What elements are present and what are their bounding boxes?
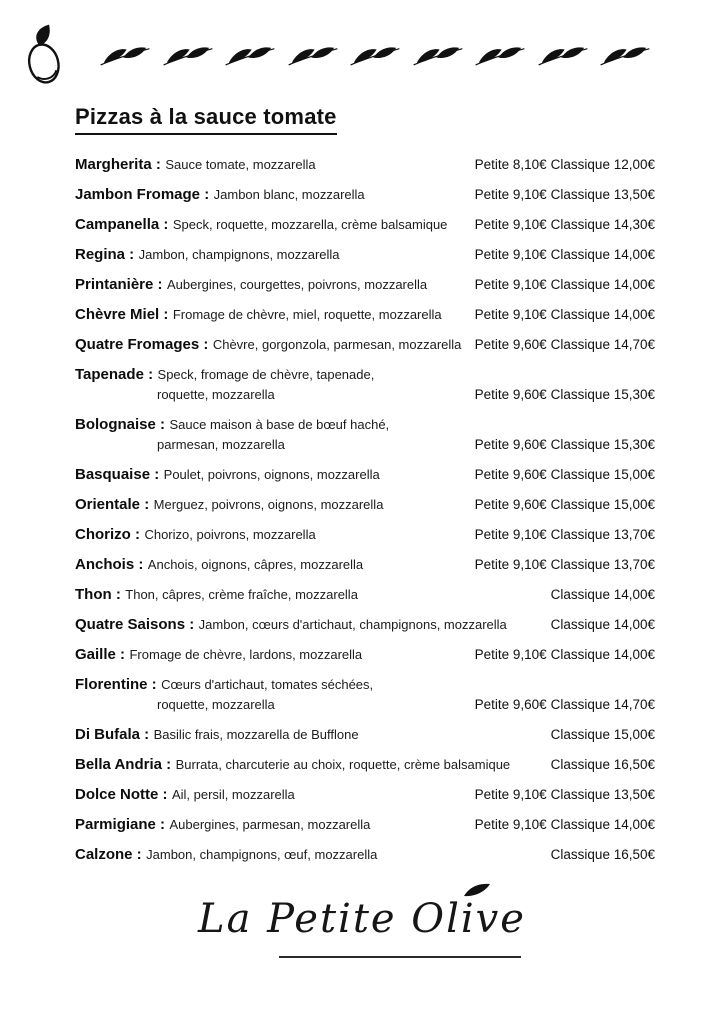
menu-item-row (75, 525, 655, 545)
menu-item-name: Orientale : (75, 496, 150, 513)
menu-item-name: Margherita : (75, 156, 161, 173)
price-petite: Petite 9,10€ (474, 557, 547, 572)
menu-item-text (75, 215, 475, 235)
menu-item-row (75, 185, 655, 205)
price-classique: Classique 15,30€ (550, 437, 655, 452)
menu-item-line1 (75, 815, 465, 835)
menu-item-description: Jambon, champignons, mozzarella (138, 247, 340, 262)
price-petite: Petite 9,60€ (474, 387, 547, 402)
menu-item-text (75, 785, 475, 805)
menu-item-description: Ail, persil, mozzarella (171, 787, 295, 802)
menu-item-price (475, 275, 655, 295)
menu-item-text (75, 725, 551, 745)
menu-item-name: Regina : (75, 246, 135, 263)
price-classique: Classique 14,70€ (550, 697, 655, 712)
olive-leaf-sprig-icon (349, 43, 401, 69)
menu-item-description: Jambon blanc, mozzarella (213, 187, 365, 202)
menu-item-price (475, 695, 655, 715)
price-classique: Classique 15,00€ (550, 497, 655, 512)
menu-list (75, 155, 655, 865)
menu-item-line1 (75, 615, 541, 635)
price-petite: Petite 9,10€ (474, 787, 547, 802)
menu-item-name: Jambon Fromage : (75, 186, 210, 203)
menu-item-name: Dolce Notte : (75, 786, 168, 803)
price-classique: Classique 14,00€ (550, 277, 655, 292)
menu-item-line1 (75, 275, 465, 295)
menu-item-text (75, 465, 475, 485)
menu-item-text (75, 415, 475, 455)
menu-item-row (75, 755, 655, 775)
menu-item-line1 (75, 755, 541, 775)
menu-item-line1 (75, 215, 465, 235)
menu-item-price (475, 435, 655, 455)
price-classique: Classique 14,30€ (550, 217, 655, 232)
brand-name: La Petite Olive (198, 896, 526, 942)
menu-item-text (75, 585, 551, 605)
brand-logo (198, 896, 526, 942)
menu-item-description: Basilic frais, mozzarella de Bufflone (153, 727, 359, 742)
menu-item-text (75, 815, 475, 835)
menu-item-row (75, 245, 655, 265)
menu-item-description-line2: parmesan, mozzarella (157, 437, 285, 452)
price-petite: Petite 9,10€ (474, 217, 547, 232)
menu-item-description-line2: roquette, mozzarella (157, 387, 275, 402)
price-petite: Petite 9,10€ (474, 527, 547, 542)
olive-leaf-icon (462, 882, 492, 898)
menu-item-row (75, 725, 655, 745)
price-petite: Petite 9,10€ (474, 247, 547, 262)
menu-item-name: Anchois : (75, 556, 144, 573)
menu-item-price (475, 155, 655, 175)
menu-item-line1 (75, 365, 465, 385)
menu-item-row (75, 305, 655, 325)
menu-item-row (75, 335, 655, 355)
menu-item-row (75, 785, 655, 805)
menu-item-description: Anchois, oignons, câpres, mozzarella (147, 557, 364, 572)
menu-item-price (475, 645, 655, 665)
price-classique: Classique 14,00€ (550, 617, 655, 632)
price-classique: Classique 12,00€ (550, 157, 655, 172)
menu-item-text (75, 645, 475, 665)
menu-item-description: Cœurs d'artichaut, tomates séchées, (161, 677, 374, 692)
price-petite: Petite 8,10€ (474, 157, 547, 172)
menu-item-row (75, 815, 655, 835)
menu-item-description: Aubergines, courgettes, poivrons, mozzarella (166, 277, 428, 292)
price-classique: Classique 14,70€ (550, 337, 655, 352)
menu-item-text (75, 185, 475, 205)
menu-item-description: Chorizo, poivrons, mozzarella (144, 527, 316, 542)
menu-item-price (475, 815, 655, 835)
menu-item-row (75, 495, 655, 515)
menu-item-price (475, 385, 655, 405)
menu-item-description: Merguez, poivrons, oignons, mozzarella (153, 497, 384, 512)
menu-item-text (75, 675, 475, 715)
menu-item-price (475, 185, 655, 205)
menu-item-description: Jambon, cœurs d'artichaut, champignons, mozzarella (198, 617, 507, 632)
price-petite: Petite 9,10€ (474, 647, 547, 662)
price-classique: Classique 16,50€ (550, 757, 655, 772)
olive-leaf-border (65, 43, 655, 69)
menu-item-name: Tapenade : (75, 366, 154, 383)
price-petite: Petite 9,10€ (474, 277, 547, 292)
price-classique: Classique 14,00€ (550, 587, 655, 602)
price-classique: Classique 14,00€ (550, 647, 655, 662)
menu-item-line1 (75, 675, 465, 695)
price-petite: Petite 9,60€ (474, 337, 547, 352)
menu-item-description: Thon, câpres, crème fraîche, mozzarella (125, 587, 358, 602)
menu-item-text (75, 615, 551, 635)
menu-item-name: Gaille : (75, 646, 126, 663)
signature-flourish-line (279, 956, 521, 958)
menu-item-description-line2: roquette, mozzarella (157, 697, 275, 712)
menu-item-price (475, 335, 655, 355)
price-classique: Classique 15,00€ (550, 467, 655, 482)
price-classique: Classique 13,70€ (550, 557, 655, 572)
menu-item-line1 (75, 555, 465, 575)
menu-item-line1 (75, 495, 465, 515)
menu-item-row (75, 365, 655, 405)
menu-item-row (75, 465, 655, 485)
olive-leaf-sprig-icon (412, 43, 464, 69)
olive-leaf-sprig-icon (224, 43, 276, 69)
menu-item-description: Sauce tomate, mozzarella (165, 157, 316, 172)
menu-item-row (75, 845, 655, 865)
menu-item-price (551, 725, 655, 745)
menu-item-text (75, 305, 475, 325)
menu-item-name: Basquaise : (75, 466, 160, 483)
menu-item-line1 (75, 245, 465, 265)
menu-item-price (475, 785, 655, 805)
menu-item-price (551, 585, 655, 605)
menu-item-line1 (75, 585, 541, 605)
menu-item-name: Parmigiane : (75, 816, 166, 833)
menu-item-description: Speck, fromage de chèvre, tapenade, (157, 367, 375, 382)
menu-item-price (551, 845, 655, 865)
menu-item-description: Burrata, charcuterie au choix, roquette, crème balsamique (175, 757, 511, 772)
menu-item-price (551, 755, 655, 775)
price-petite: Petite 9,60€ (474, 697, 547, 712)
menu-item-row (75, 215, 655, 235)
menu-item-description: Jambon, champignons, œuf, mozzarella (146, 847, 378, 862)
menu-item-line1 (75, 335, 465, 355)
menu-item-row (75, 615, 655, 635)
price-petite: Petite 9,10€ (474, 307, 547, 322)
menu-item-row (75, 645, 655, 665)
menu-item-text (75, 555, 475, 575)
menu-item-text (75, 525, 475, 545)
menu-item-name: Florentine : (75, 676, 157, 693)
menu-item-description: Fromage de chèvre, miel, roquette, mozzarella (172, 307, 442, 322)
menu-item-row (75, 555, 655, 575)
menu-item-price (551, 615, 655, 635)
price-classique: Classique 15,00€ (550, 727, 655, 742)
price-petite: Petite 9,60€ (474, 437, 547, 452)
price-classique: Classique 13,70€ (550, 527, 655, 542)
menu-item-description: Sauce maison à base de bœuf haché, (169, 417, 390, 432)
menu-item-row (75, 415, 655, 455)
menu-item-line1 (75, 155, 465, 175)
menu-item-row (75, 675, 655, 715)
menu-item-line1 (75, 305, 465, 325)
price-petite: Petite 9,60€ (474, 467, 547, 482)
menu-item-row (75, 275, 655, 295)
menu-item-price (475, 305, 655, 325)
menu-item-price (475, 215, 655, 235)
menu-item-name: Chorizo : (75, 526, 140, 543)
menu-item-description: Poulet, poivrons, oignons, mozzarella (163, 467, 380, 482)
menu-item-text (75, 495, 475, 515)
olive-leaf-sprig-icon (287, 43, 339, 69)
menu-item-text (75, 845, 551, 865)
menu-item-name: Bella Andria : (75, 756, 172, 773)
menu-item-name: Calzone : (75, 846, 142, 863)
menu-item-text (75, 245, 475, 265)
menu-item-price (475, 245, 655, 265)
menu-item-description: Chèvre, gorgonzola, parmesan, mozzarella (212, 337, 462, 352)
price-petite: Petite 9,60€ (474, 497, 547, 512)
price-classique: Classique 13,50€ (550, 787, 655, 802)
menu-item-name: Chèvre Miel : (75, 306, 169, 323)
price-petite: Petite 9,10€ (474, 817, 547, 832)
menu-item-name: Quatre Saisons : (75, 616, 195, 633)
price-classique: Classique 14,00€ (550, 307, 655, 322)
menu-item-name: Di Bufala : (75, 726, 150, 743)
menu-item-line1 (75, 645, 465, 665)
price-classique: Classique 16,50€ (550, 847, 655, 862)
menu-item-price (475, 555, 655, 575)
menu-item-price (475, 525, 655, 545)
menu-item-name: Bolognaise : (75, 416, 166, 433)
price-classique: Classique 14,00€ (550, 817, 655, 832)
menu-item-row (75, 155, 655, 175)
menu-item-name: Campanella : (75, 216, 169, 233)
menu-item-description: Aubergines, parmesan, mozzarella (169, 817, 371, 832)
menu-item-price (475, 495, 655, 515)
olive-leaf-sprig-icon (474, 43, 526, 69)
olive-leaf-sprig-icon (162, 43, 214, 69)
menu-item-price (475, 465, 655, 485)
menu-item-line1 (75, 415, 465, 435)
menu-item-row (75, 585, 655, 605)
menu-item-line1 (75, 785, 465, 805)
menu-item-line1 (75, 725, 541, 745)
menu-item-line1 (75, 525, 465, 545)
menu-item-text (75, 755, 551, 775)
olive-leaf-sprig-icon (599, 43, 651, 69)
price-classique: Classique 14,00€ (550, 247, 655, 262)
top-ornament (19, 24, 655, 88)
menu-item-line1 (75, 465, 465, 485)
page-title: Pizzas à la sauce tomate (75, 104, 337, 135)
menu-item-text (75, 155, 475, 175)
olive-leaf-sprig-icon (99, 43, 151, 69)
menu-item-description: Fromage de chèvre, lardons, mozzarella (129, 647, 363, 662)
menu-item-name: Printanière : (75, 276, 163, 293)
menu-item-text (75, 275, 475, 295)
olive-monogram-icon (12, 20, 72, 91)
menu-item-line1 (75, 845, 541, 865)
price-classique: Classique 13,50€ (550, 187, 655, 202)
footer (0, 896, 724, 958)
menu-item-line1 (75, 185, 465, 205)
menu-item-text (75, 365, 475, 405)
menu-item-text (75, 335, 475, 355)
price-petite: Petite 9,10€ (474, 187, 547, 202)
menu-item-name: Quatre Fromages : (75, 336, 209, 353)
olive-leaf-sprig-icon (537, 43, 589, 69)
price-classique: Classique 15,30€ (550, 387, 655, 402)
menu-item-name: Thon : (75, 586, 121, 603)
menu-item-description: Speck, roquette, mozzarella, crème balsamique (172, 217, 448, 232)
